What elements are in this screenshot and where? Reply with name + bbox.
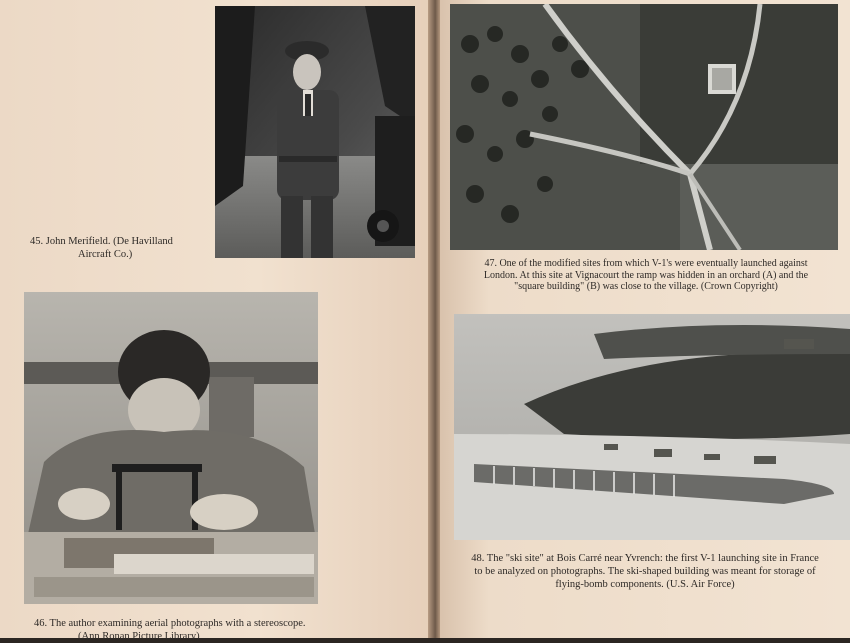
photo-47-vignacourt-aerial [450,4,838,250]
caption-47-line3: "square building" (B) was close to the village. (Crown Copyright) [446,281,846,293]
caption-47-line2: London. At this site at Vignacourt the ramp was hidden in an orchard (A) and the [446,270,846,282]
caption-48 [440,552,850,591]
photo-46-author-stereoscope [24,292,318,604]
caption-47-line1: 47. One of the modified sites from which V-1's were eventually launched against [446,258,846,270]
photo-48-ski-site-aerial [454,314,850,540]
photo-45-john-merifield [215,6,415,258]
caption-46 [34,618,414,643]
caption-45-line1: 45. John Merifield. (De Havilland [30,236,220,249]
right-book-page [440,0,850,638]
caption-48-line1: 48. The "ski site" at Bois Carré near Yvrench: the first V-1 launching site in France [440,552,850,565]
caption-45 [30,236,220,261]
caption-47 [446,258,846,293]
caption-46-line1: 46. The author examining aerial photographs with a stereoscope. [34,618,414,631]
caption-45-line2: Aircraft Co.) [30,249,220,262]
caption-48-line2: to be analyzed on photographs. The ski-shaped building was meant for storage of [440,565,850,578]
caption-48-line3: flying-bomb components. (U.S. Air Force) [440,578,850,591]
caption-46-line2: (Ann Ronan Picture Library) [34,631,414,643]
